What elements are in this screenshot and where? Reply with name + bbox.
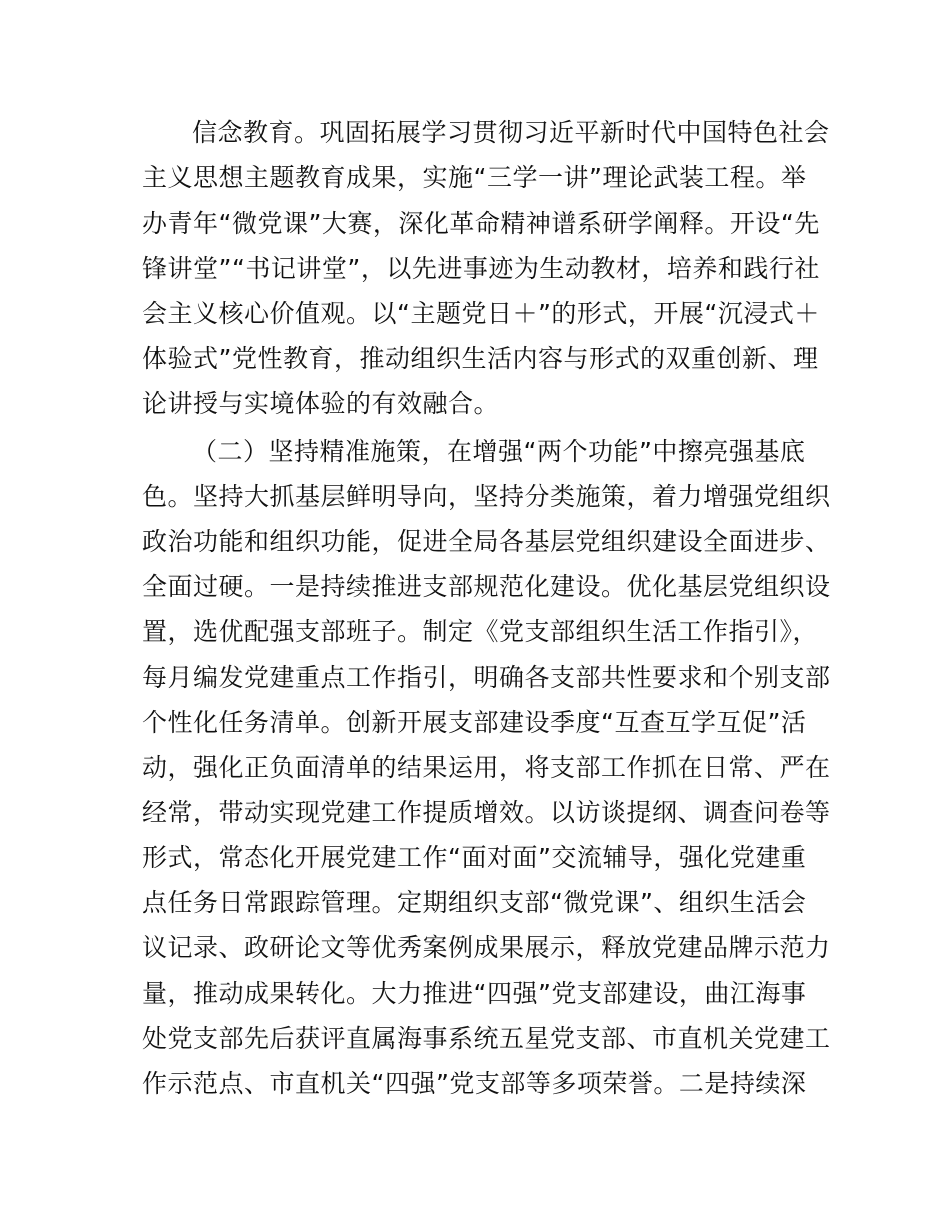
text-line: 全面过硬。一是持续推进支部规范化建设。优化基层党组织设 — [142, 572, 831, 601]
text-line: 量，推动成果转化。大力推进“四强”党支部建设，曲江海事 — [142, 979, 807, 1008]
text-line: 作示范点、市直机关“四强”党支部等多项荣誉。二是持续深 — [142, 1069, 807, 1098]
text-line: 政治功能和组织功能，促进全局各基层党组织建设全面进步、 — [142, 527, 831, 556]
text-line: 形式，常态化开展党建工作“面对面”交流辅导，强化党建重 — [142, 843, 807, 872]
text-line: 色。坚持大抓基层鲜明导向，坚持分类施策，着力增强党组织 — [142, 482, 831, 511]
text-line: 信念教育。巩固拓展学习贯彻习近平新时代中国特色社会 — [192, 118, 830, 147]
text-line: 办青年“微党课”大赛，深化革命精神谱系研学阐释。开设“先 — [142, 209, 820, 238]
text-line: 锋讲堂”“书记讲堂”，以先进事迹为生动教材，培养和践行社 — [142, 254, 820, 283]
text-line: 动，强化正负面清单的结果运用，将支部工作抓在日常、严在 — [142, 753, 831, 782]
text-line: 论讲授与实境体验的有效融合。 — [142, 389, 500, 418]
text-line: 处党支部先后获评直属海事系统五星党支部、市直机关党建工 — [142, 1024, 831, 1053]
text-line: 点任务日常跟踪管理。定期组织支部“微党课”、组织生活会 — [142, 888, 807, 917]
text-line: 会主义核心价值观。以“主题党日＋”的形式，开展“沉浸式＋ — [142, 299, 820, 328]
text-line: 经常，带动实现党建工作提质增效。以访谈提纲、调查问卷等 — [142, 798, 831, 827]
text-line: 体验式”党性教育，推动组织生活内容与形式的双重创新、理 — [142, 344, 819, 373]
text-line: 置，选优配强支部班子。制定《党支部组织生活工作指引》， — [142, 617, 819, 646]
section-heading-line: （二）坚持精准施策，在增强“两个功能”中擦亮强基底 — [192, 437, 806, 466]
text-line: 议记录、政研论文等优秀案例成果展示，释放党建品牌示范力 — [142, 933, 831, 962]
text-line: 主义思想主题教育成果，实施“三学一讲”理论武装工程。举 — [142, 163, 807, 192]
text-line: 每月编发党建重点工作指引，明确各支部共性要求和个别支部 — [142, 663, 831, 692]
text-line: 个性化任务清单。创新开展支部建设季度“互查互学互促”活 — [142, 708, 807, 737]
